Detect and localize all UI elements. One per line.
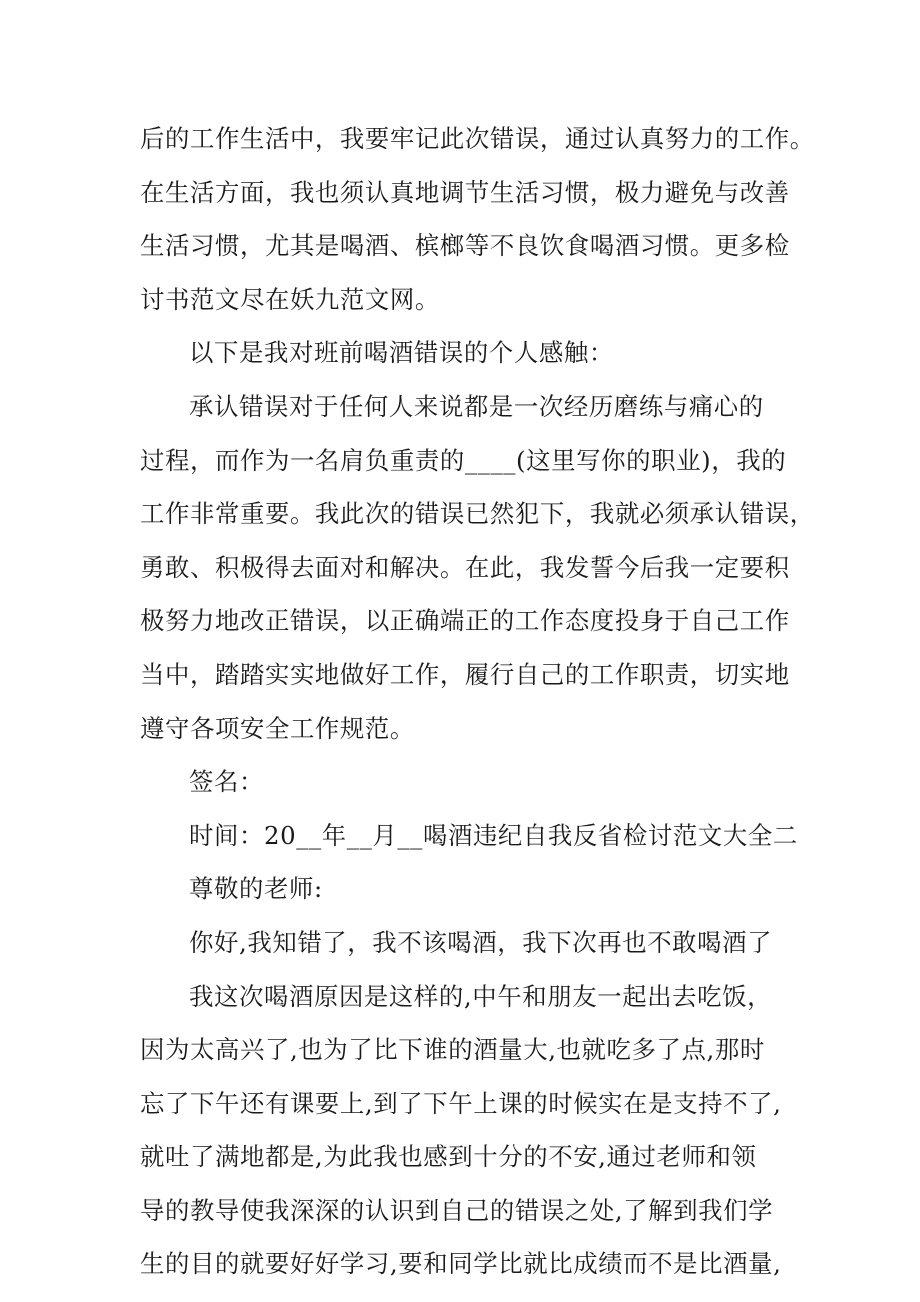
text-line: 当中，踏踏实实地做好工作，履行自己的工作职责，切实地 <box>140 659 790 689</box>
text-line: 讨书范文尽在妖九范文网。 <box>140 284 440 314</box>
text-line: 我这次喝酒原因是这样的,中午和朋友一起出去吃饭， <box>189 981 773 1011</box>
text-line: 就吐了满地都是,为此我也感到十分的不安,通过老师和领 <box>140 1142 757 1172</box>
text-line: 时间：20__年__月__喝酒违纪自我反省检讨范文大全二 <box>189 820 798 850</box>
document-body <box>140 112 815 1291</box>
text-line: 尊敬的老师: <box>189 874 323 904</box>
text-line: 过程，而作为一名肩负重责的____(这里写你的职业)，我的 <box>140 445 787 475</box>
text-line: 工作非常重要。我此次的错误已然犯下，我就必须承认错误， <box>140 499 815 529</box>
text-line: 遵守各项安全工作规范。 <box>140 713 415 743</box>
text-line: 生的目的就要好好学习,要和同学比就比成绩而不是比酒量, <box>140 1249 782 1279</box>
text-line: 忘了下午还有课要上,到了下午上课的时候实在是支持不了, <box>140 1088 782 1118</box>
text-line: 以下是我对班前喝酒错误的个人感触： <box>189 338 614 368</box>
text-line: 签名： <box>189 767 264 797</box>
text-line: 你好,我知错了，我不该喝酒，我下次再也不敢喝酒了 <box>189 927 773 957</box>
text-line: 导的教导使我深深的认识到自己的错误之处,了解到我们学 <box>140 1195 774 1225</box>
text-line: 生活习惯，尤其是喝酒、槟榔等不良饮食喝酒习惯。更多检 <box>140 231 790 261</box>
text-line: 因为太高兴了,也为了比下谁的酒量大,也就吃多了点,那时 <box>140 1035 765 1065</box>
text-line: 承认错误对于任何人来说都是一次经历磨练与痛心的 <box>189 391 764 421</box>
text-line: 在生活方面，我也须认真地调节生活习惯，极力避免与改善 <box>140 177 790 207</box>
text-line: 后的工作生活中，我要牢记此次错误，通过认真努力的工作。 <box>140 124 815 153</box>
text-line: 勇敢、积极得去面对和解决。在此，我发誓今后我一定要积 <box>140 552 790 582</box>
text-line: 极努力地改正错误，以正确端正的工作态度投身于自己工作 <box>140 606 790 636</box>
